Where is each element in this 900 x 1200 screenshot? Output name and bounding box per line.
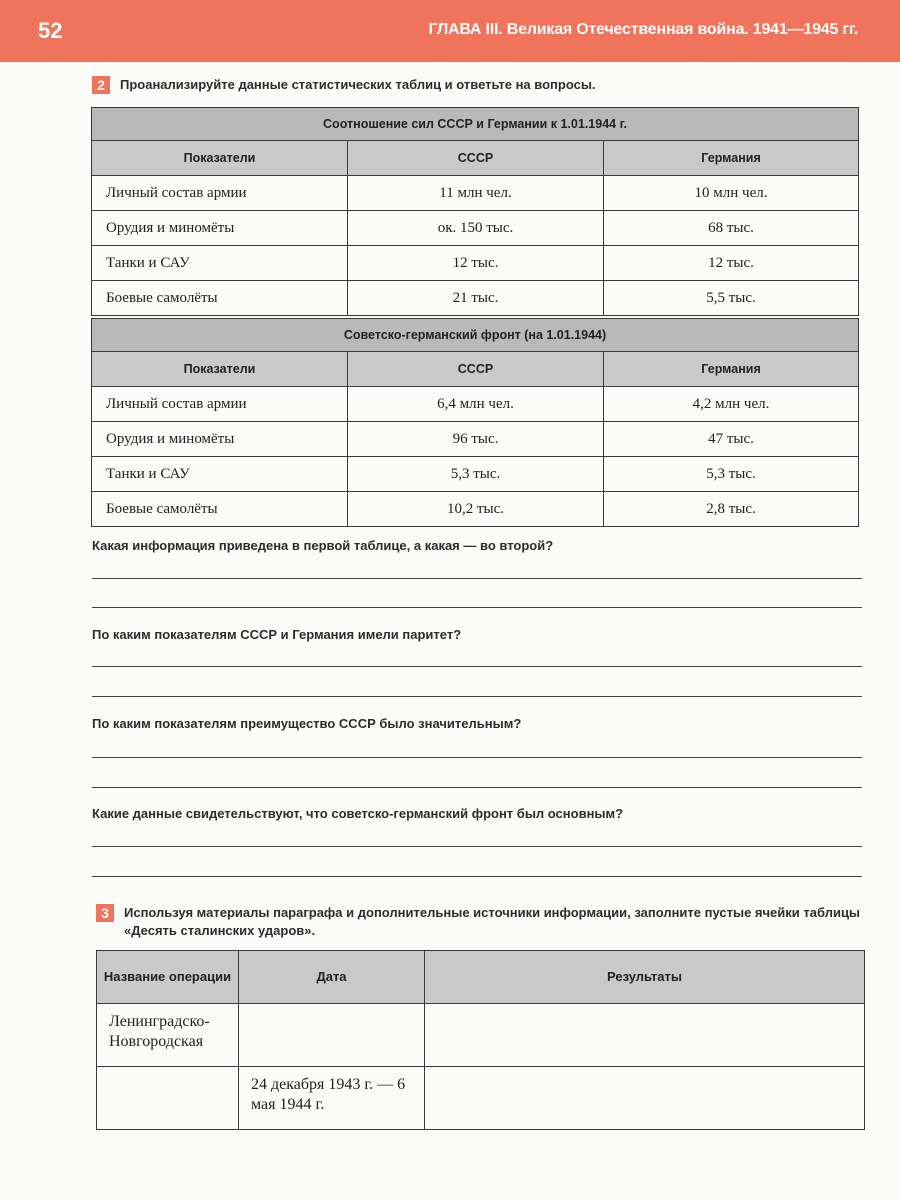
table-row bbox=[92, 211, 859, 246]
column-header: СССР bbox=[348, 141, 604, 176]
germany-value: 12 тыс. bbox=[604, 246, 859, 281]
ussr-value: ок. 150 тыс. bbox=[348, 211, 604, 246]
germany-value: 4,2 млн чел. bbox=[604, 387, 859, 422]
column-header: Дата bbox=[239, 951, 425, 1004]
column-header: СССР bbox=[348, 352, 604, 387]
indicator-cell: Танки и САУ bbox=[92, 457, 348, 492]
table-row bbox=[92, 387, 859, 422]
task-2-number: 2 bbox=[92, 76, 110, 94]
indicator-cell: Орудия и миномёты bbox=[92, 211, 348, 246]
ussr-value: 5,3 тыс. bbox=[348, 457, 604, 492]
germany-value: 47 тыс. bbox=[604, 422, 859, 457]
page-number: 52 bbox=[38, 18, 63, 43]
ussr-value: 12 тыс. bbox=[348, 246, 604, 281]
germany-value: 2,8 тыс. bbox=[604, 492, 859, 527]
question-4: Какие данные свидетельствуют, что советско-германский фронт был основным? bbox=[92, 806, 624, 821]
column-header: Название операции bbox=[97, 951, 239, 1004]
answer-line[interactable] bbox=[92, 876, 862, 877]
answer-line[interactable] bbox=[92, 666, 862, 667]
column-header: Показатели bbox=[92, 352, 348, 387]
forces-ratio-caption: Соотношение сил СССР и Германии к 1.01.1944 г. bbox=[92, 108, 859, 141]
answer-line[interactable] bbox=[92, 846, 862, 847]
forces-ratio-table bbox=[91, 107, 859, 316]
indicator-cell: Боевые самолёты bbox=[92, 492, 348, 527]
operation-name-cell: Ленинградско-Новгородская bbox=[97, 1004, 239, 1067]
results-cell-empty[interactable] bbox=[425, 1067, 865, 1130]
task-2-instruction: Проанализируйте данные статистических таблиц и ответьте на вопросы. bbox=[120, 77, 596, 92]
date-cell-empty[interactable] bbox=[239, 1004, 425, 1067]
germany-value: 10 млн чел. bbox=[604, 176, 859, 211]
question-1: Какая информация приведена в первой таблице, а какая — во второй? bbox=[92, 538, 554, 553]
page-header bbox=[0, 0, 900, 62]
table-row bbox=[92, 457, 859, 492]
task-3-instruction: Используя материалы параграфа и дополнительные источники информации, заполните пустые ячейки таблицы «Десять сталинских ударов». bbox=[124, 905, 861, 938]
answer-line[interactable] bbox=[92, 696, 862, 697]
question-2: По каким показателям СССР и Германия имели паритет? bbox=[92, 627, 462, 642]
column-header: Германия bbox=[604, 141, 859, 176]
ussr-value: 11 млн чел. bbox=[348, 176, 604, 211]
table-row bbox=[97, 1067, 865, 1130]
date-cell: 24 декабря 1943 г. — 6 мая 1944 г. bbox=[239, 1067, 425, 1130]
task-2-heading bbox=[92, 76, 596, 94]
table-row bbox=[92, 246, 859, 281]
task-3-number: 3 bbox=[96, 904, 114, 922]
table-row bbox=[92, 492, 859, 527]
column-header: Результаты bbox=[425, 951, 865, 1004]
table-row bbox=[92, 281, 859, 316]
ussr-value: 10,2 тыс. bbox=[348, 492, 604, 527]
column-header: Показатели bbox=[92, 141, 348, 176]
table-row bbox=[92, 422, 859, 457]
task-3-heading bbox=[96, 904, 862, 940]
germany-value: 68 тыс. bbox=[604, 211, 859, 246]
eastern-front-caption: Советско-германский фронт (на 1.01.1944) bbox=[92, 319, 859, 352]
results-cell-empty[interactable] bbox=[425, 1004, 865, 1067]
ussr-value: 21 тыс. bbox=[348, 281, 604, 316]
answer-line[interactable] bbox=[92, 578, 862, 579]
question-3: По каким показателям преимущество СССР было значительным? bbox=[92, 716, 522, 731]
answer-line[interactable] bbox=[92, 607, 862, 608]
ussr-value: 6,4 млн чел. bbox=[348, 387, 604, 422]
table-row bbox=[97, 1004, 865, 1067]
operation-name-cell-empty[interactable] bbox=[97, 1067, 239, 1130]
stalin-strikes-table bbox=[96, 950, 865, 1130]
column-header: Германия bbox=[604, 352, 859, 387]
table-row bbox=[92, 176, 859, 211]
answer-line[interactable] bbox=[92, 757, 862, 758]
germany-value: 5,3 тыс. bbox=[604, 457, 859, 492]
chapter-title: ГЛАВА III. Великая Отечественная война. 1941—1945 гг. bbox=[428, 21, 858, 38]
indicator-cell: Личный состав армии bbox=[92, 176, 348, 211]
answer-line[interactable] bbox=[92, 787, 862, 788]
indicator-cell: Орудия и миномёты bbox=[92, 422, 348, 457]
eastern-front-table bbox=[91, 318, 859, 527]
germany-value: 5,5 тыс. bbox=[604, 281, 859, 316]
indicator-cell: Личный состав армии bbox=[92, 387, 348, 422]
indicator-cell: Боевые самолёты bbox=[92, 281, 348, 316]
indicator-cell: Танки и САУ bbox=[92, 246, 348, 281]
ussr-value: 96 тыс. bbox=[348, 422, 604, 457]
